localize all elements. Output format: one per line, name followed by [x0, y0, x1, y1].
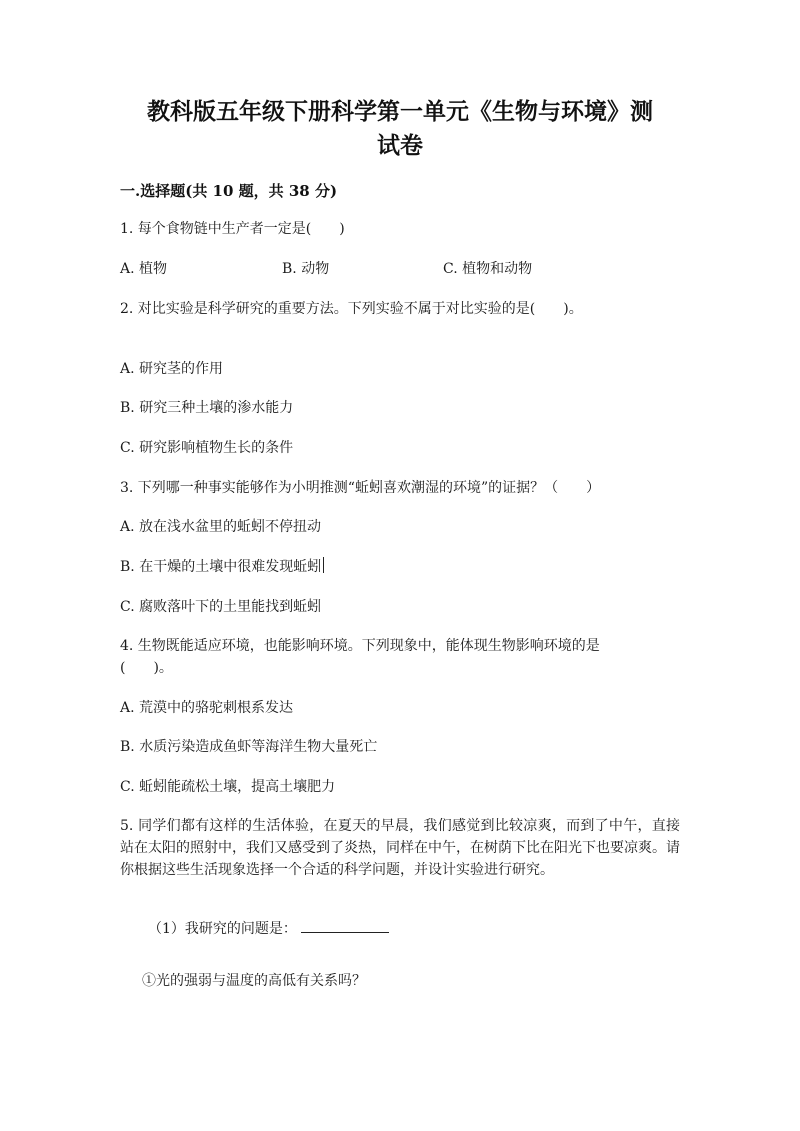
question-3-option-b-row [120, 557, 324, 577]
question-1-option-b: B. 动物 [282, 261, 330, 277]
question-1-option-c: C. 植物和动物 [443, 261, 533, 277]
question-3-option-c: C. 腐败落叶下的土里能找到蚯蚓 [120, 599, 322, 615]
question-3-stem: 3. 下列哪一种事实能够作为小明推测“蚯蚓喜欢潮湿的环境”的证据？（ ） [120, 480, 601, 496]
question-1-option-a: A. 植物 [120, 261, 168, 277]
question-5-sub-question-row [148, 918, 389, 939]
question-4-stem-line-1: 4. 生物既能适应环境，也能影响环境。下列现象中，能体现生物影响环境的是 [120, 638, 600, 654]
question-4-stem-line-2: ( )。 [120, 660, 173, 676]
question-2-stem: 2. 对比实验是科学研究的重要方法。下列实验不属于对比实验的是( )。 [120, 301, 583, 317]
question-4-option-a: A. 荒漠中的骆驼刺根系发达 [120, 700, 294, 716]
answer-blank[interactable] [301, 918, 389, 933]
question-3-option-b: B. 在干燥的土壤中很难发现蚯蚓 [120, 559, 322, 575]
question-5-sub-question: （1）我研究的问题是： [148, 921, 297, 937]
question-3-option-a: A. 放在浅水盆里的蚯蚓不停扭动 [120, 519, 322, 535]
page-title-line-1: 教科版五年级下册科学第一单元《生物与环境》测 [147, 98, 653, 125]
question-1-stem: 1. 每个食物链中生产者一定是( ) [120, 221, 345, 237]
question-2-option-b: B. 研究三种土壤的渗水能力 [120, 400, 294, 416]
question-5-stem: 5. 同学们都有这样的生活体验，在夏天的早晨，我们感觉到比较凉爽，而到了中午，直接站在太阳的照射中，我们又感受到了炎热，同样在中午，在树荫下比在阳光下也要凉爽。请你根据这些生活现象选择一个合适的科学问题，并设计实验进行研究。 [120, 818, 680, 878]
question-4-option-b: B. 水质污染造成鱼虾等海洋生物大量死亡 [120, 739, 378, 755]
question-4-option-c: C. 蚯蚓能疏松土壤，提高土壤肥力 [120, 779, 336, 795]
text-cursor-mark [323, 557, 324, 573]
question-5-choice-1: ①光的强弱与温度的高低有关系吗？ [142, 973, 366, 989]
page-title-line-2: 试卷 [377, 132, 423, 159]
question-2-option-a: A. 研究茎的作用 [120, 361, 224, 377]
section-heading: 一.选择题(共 10 题，共 38 分) [120, 182, 338, 200]
question-2-option-c: C. 研究影响植物生长的条件 [120, 440, 294, 456]
